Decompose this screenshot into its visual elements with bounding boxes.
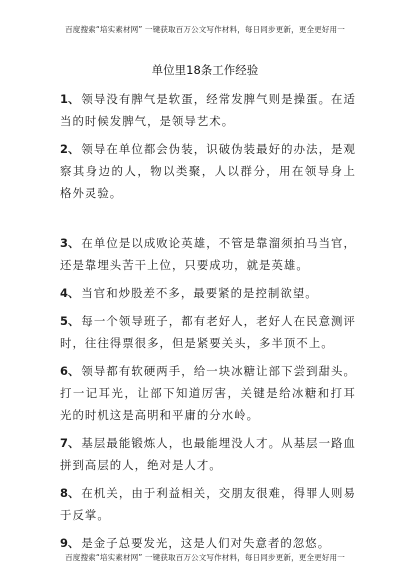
list-item: 9、 是金子总要发光，这是人们对失意者的忽悠。	[60, 536, 331, 550]
document-title: 单位里18条工作经验	[151, 63, 259, 77]
list-item: 1、 领导没有脾气是软蛋，经常发脾气则是操蛋。在适当的时候发脾气，是领导艺术。	[60, 92, 356, 128]
list-item: 6、 领导都有软硬两手，给一块冰糖让部下尝到甜头。打一记耳光，让部下知道厉害，关键是给冰糖和打耳光的时机这是高明和平庸的分水岭。	[60, 364, 356, 422]
list-item: 2、 领导在单位都会伪装，识破伪装最好的办法，是观察其身边的人，物以类聚，人以群分，用在领导身上格外灵验。	[60, 142, 356, 200]
list-item: 7、 基层最能锻炼人，也最能埋没人才。从基层一路血拼到高层的人，绝对是人才。	[60, 436, 356, 472]
list-item: 5、 每一个领导班子，都有老好人，老好人在民意测评时，往往得票很多，但是紧要关头，多半顶不上。	[60, 314, 356, 350]
list-item: 4、 当官和炒股差不多，最要紧的是控制欲望。	[60, 286, 318, 300]
list-item: 8、 在机关，由于利益相关，交朋友很难，得罪人则易于反掌。	[60, 486, 356, 522]
item-list	[60, 88, 356, 554]
footer-banner: 百度搜索“培实素材网” 一键获取百万公文写作材料，每日同步更新，更全更好用一	[65, 553, 345, 562]
list-item: 3、 在单位是以成败论英雄，不管是靠溜须拍马当官，还是靠埋头苦干上位，只要成功，就是英雄。	[60, 236, 356, 272]
header-banner: 百度搜索“培实素材网” 一键获取百万公文写作材料，每日同步更新，更全更好用一	[65, 25, 345, 34]
